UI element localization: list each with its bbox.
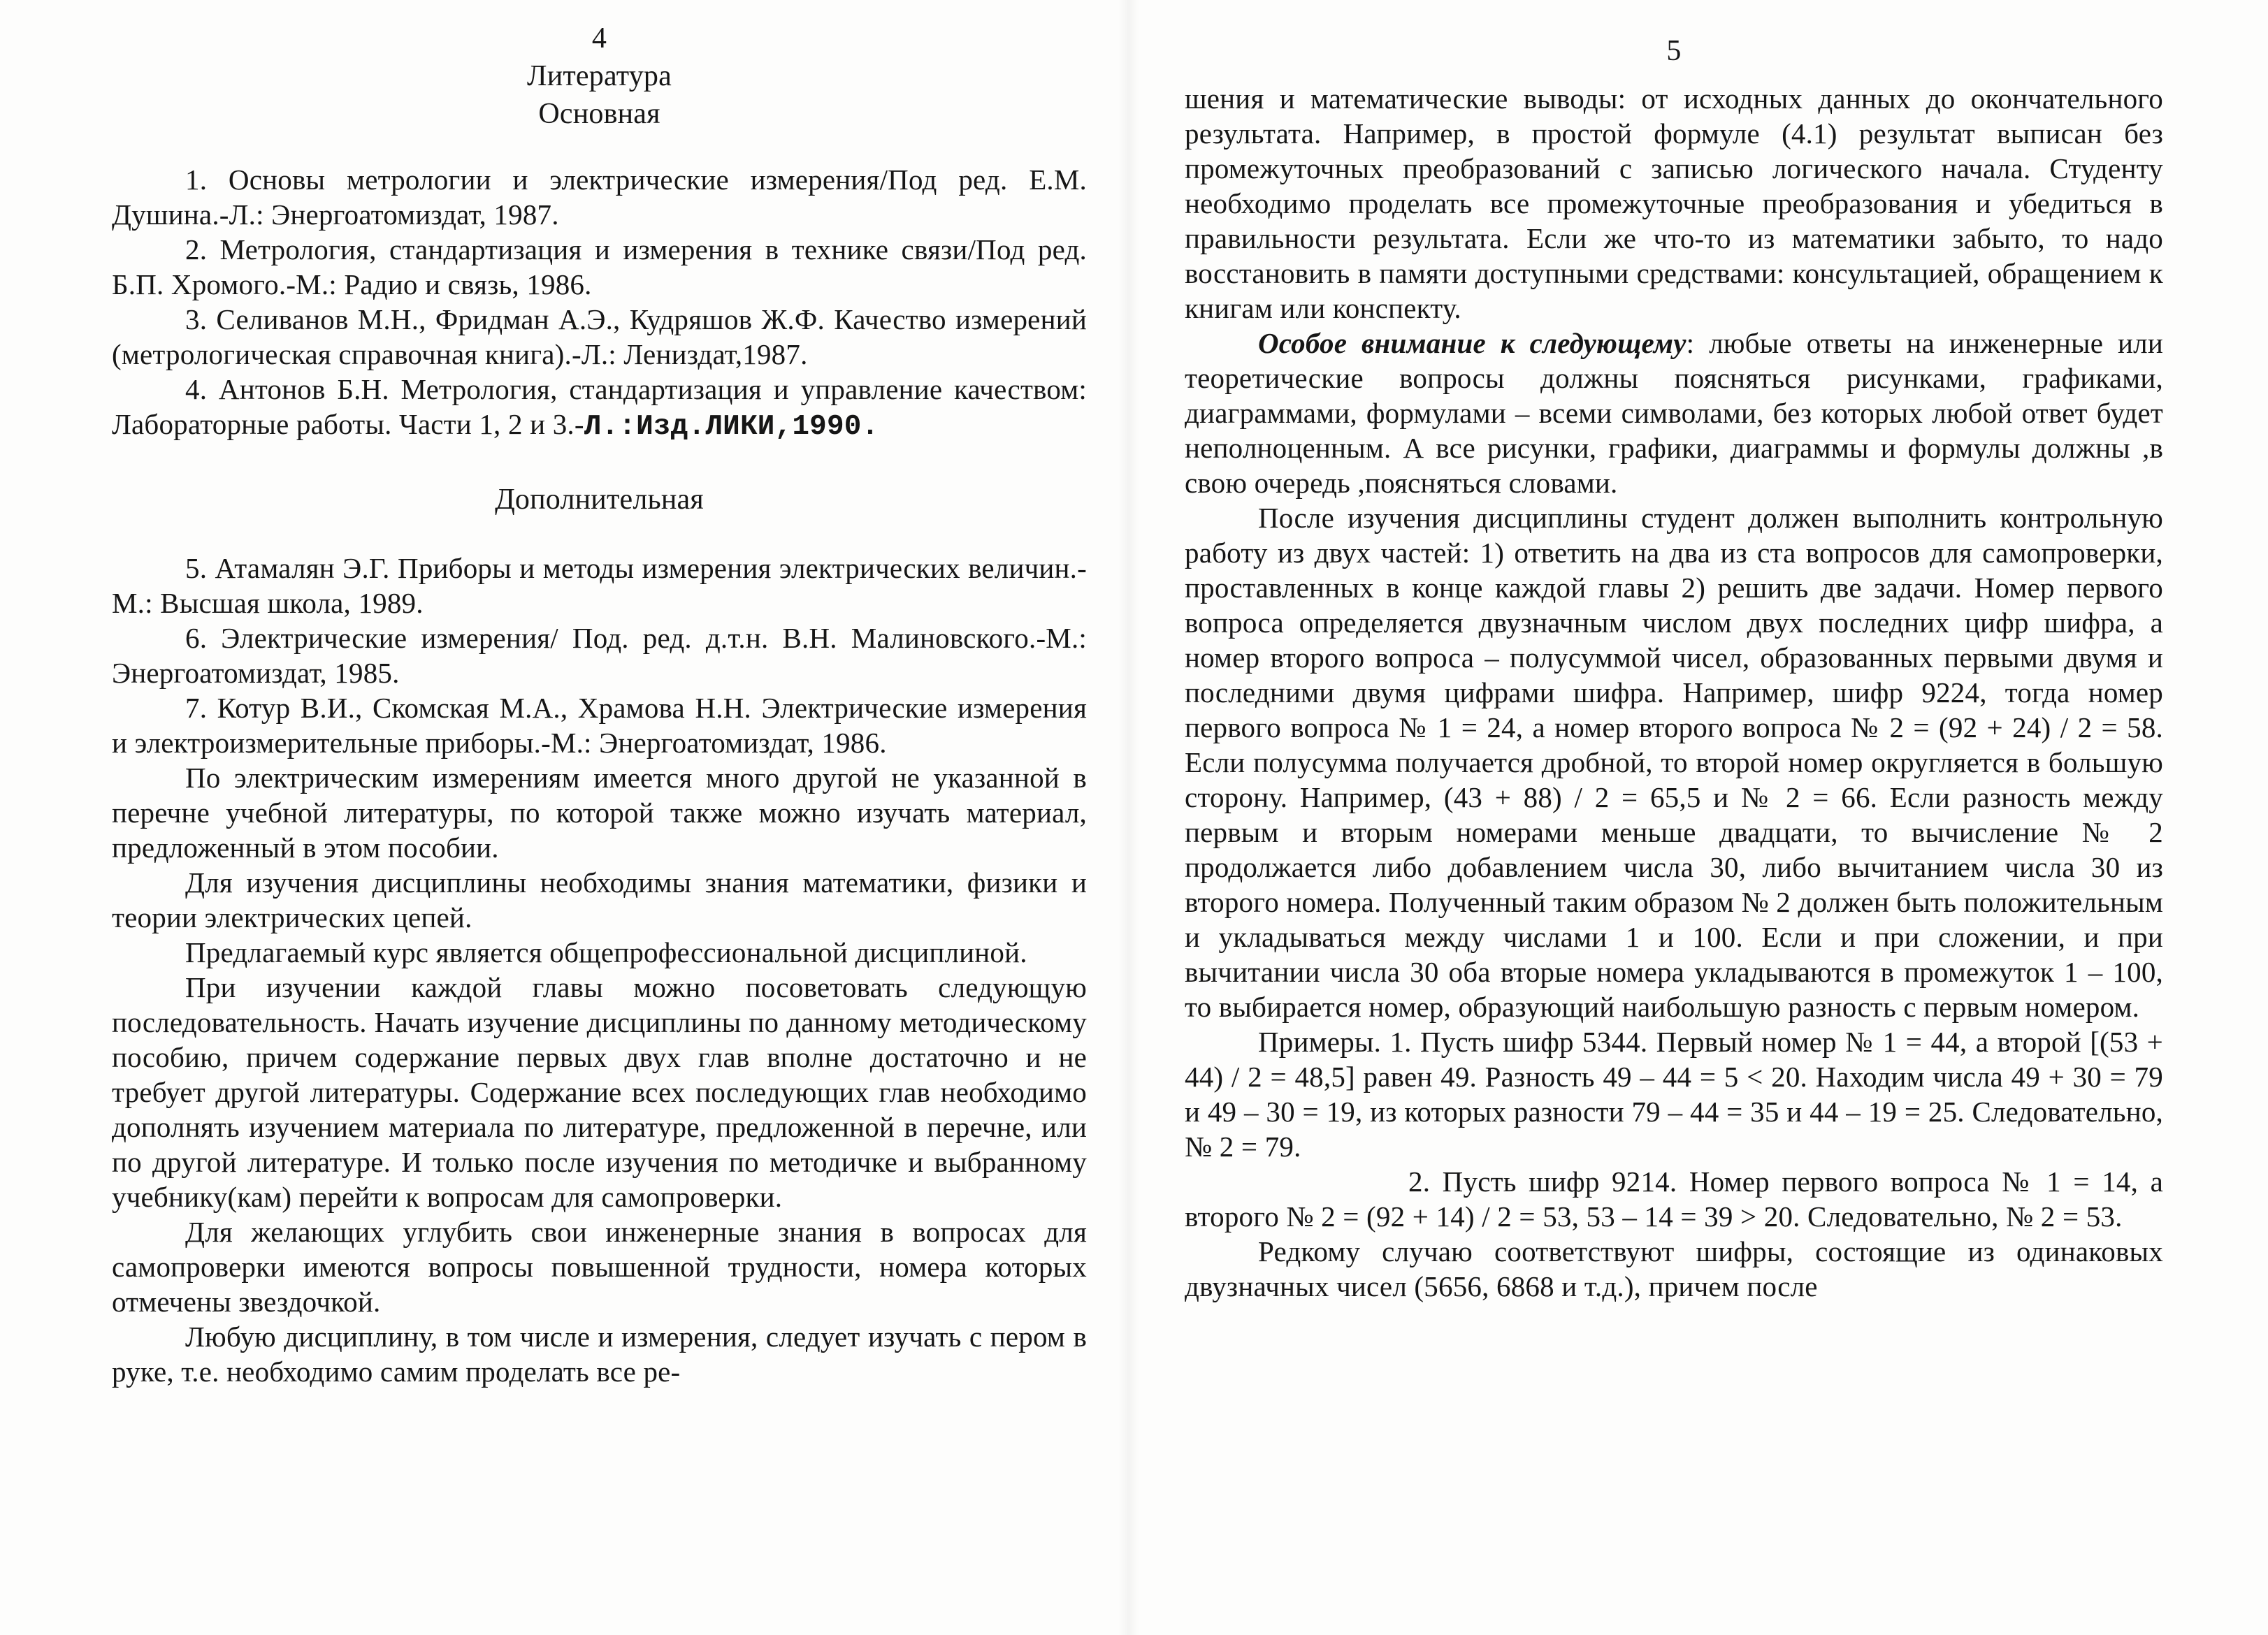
paragraph-example-2: 2. Пусть шифр 9214. Номер первого вопроса № 1 = 14, а второго № 2 = (92 + 14) / 2 = 53, 53 – 14 = 39 > 20. Следовательно, № 2 = 53.: [1185, 1165, 2163, 1233]
paragraph-course-type: Предлагаемый курс является общепрофессиональной дисциплиной.: [185, 936, 1027, 968]
special-attention-lead: Особое внимание к следующему: [1258, 327, 1686, 359]
reference-2: 2. Метрология, стандартизация и измерения в технике связи/Под ред. Б.П. Хромого.-М.: Радио и связь, 1986.: [112, 233, 1087, 300]
page-number-left: 4: [591, 22, 607, 54]
extra-literature-subtitle: Дополнительная: [495, 484, 704, 516]
paragraph-special-attention: [1185, 326, 2163, 500]
extra-references: [112, 551, 1087, 1389]
paragraph-prerequisites: Для изучения дисциплины необходимы знания математики, физики и теории электрических цепей.: [112, 866, 1087, 933]
extra-literature-header: [112, 481, 1087, 518]
paragraph-control-work-rules: После изучения дисциплины студент должен выполнить контрольную работу из двух частей: 1) ответить на два из ста вопросов для самопроверки, проставленных в конце каждой главы 2) решить две задачи. Номер первого вопроса определяется двузначным числом двух последних цифр шифра, а номер второго вопроса – полусуммой чисел, образованных первыми двумя и последними двумя цифрами шифра. Например, шифр 9224, тогда номер первого вопроса № 1 = 24, а номер второго вопроса № 2 = (92 + 24) / 2 = 58. Если полусумма получается дробной, то второй номер округляется в большую сторону. Например, (43 + 88) / 2 = 65,5 и № 2 = 66. Если разность между первым и вторым номерами меньше двадцати, то вычисление № 2 продолжается либо добавлением числа 30, либо вычитанием числа 30 из второго номера. Полученный таким образом № 2 должен быть положительным и укладываться между числами 1 и 100. Если и при сложении, и при вычитании числа 30 оба вторые номера укладываются в промежуток 1 – 100, то выбирается номер, образующий наибольшую разность с первым номером.: [1185, 502, 2163, 1023]
paragraph-advanced-questions: Для желающих углубить свои инженерные знания в вопросах для самопроверки имеются вопросы повышенной трудности, номера которых отмечены звездочкой.: [112, 1216, 1087, 1318]
left-page: [112, 0, 1087, 1635]
paragraph-rare-case: Редкому случаю соответствуют шифры, состоящие из одинаковых двузначных чисел (5656, 6868 и т.д.), причем после: [1185, 1235, 2163, 1302]
reference-3: 3. Селиванов М.Н., Фридман А.Э., Кудряшов Ж.Ф. Качество измерений (метрологическая справочная книга).-Л.: Лениздат,1987.: [112, 303, 1087, 370]
paragraph-other-literature: По электрическим измерениям имеется много другой не указанной в перечне учебной литературы, по которой также можно изучать материал, предложенный в этом пособии.: [112, 762, 1087, 864]
paragraph-continuation: шения и математические выводы: от исходных данных до окончательного результата. Например, в простой формуле (4.1) результат выписан без промежуточных преобразований с записью логического начала. Студенту необходимо проделать все промежуточные преобразования и убедиться в правильности результата. Если же что-то из математики забыто, то надо восстановить в памяти доступными средствами: консультацией, обращением к книгам или конспекту.: [1185, 82, 2163, 324]
special-attention-text: : любые ответы на инженерные или теоретические вопросы должны поясняться рисунками, графиками, диаграммами, формулами – всеми символами, без которых любой ответ будет неполноценным. А все рисунки, графики, диаграммы и формулы должны ,в свою очередь ,поясняться словами.: [1185, 327, 2163, 499]
literature-title: Литература: [527, 60, 672, 92]
page-number-right: 5: [1666, 35, 1682, 67]
paragraph-example-1: Примеры. 1. Пусть шифр 5344. Первый номер № 1 = 44, а второй [(53 + 44) / 2 = 48,5] равен 49. Разность 49 – 44 = 5 < 20. Находим числа 49 + 30 = 79 и 49 – 30 = 19, из которых разности 79 – 44 = 35 и 44 – 19 = 25. Следовательно, № 2 = 79.: [1185, 1026, 2163, 1163]
literature-header: [112, 57, 1087, 133]
reference-1: 1. Основы метрологии и электрические измерения/Под ред. Е.М. Душина.-Л.: Энергоатомиздат, 1987.: [112, 164, 1087, 231]
book-gutter: [1118, 0, 1139, 1635]
main-references: [112, 162, 1087, 444]
reference-4: [112, 372, 1087, 444]
reference-4-stamp: Л.:Изд.ЛИКИ,1990.: [584, 411, 879, 443]
right-page-text: [1185, 81, 2163, 1304]
right-page: [1185, 0, 2163, 1635]
main-literature-subtitle: Основная: [538, 98, 660, 130]
reference-6: 6. Электрические измерения/ Под. ред. д.т.н. В.Н. Малиновского.-М.: Энергоатомиздат, 1985.: [112, 622, 1087, 689]
paragraph-study-sequence: При изучении каждой главы можно посоветовать следующую последовательность. Начать изучение дисциплины по данному методическому пособию, причем содержание первых двух глав вполне достаточно и не требует другой литературы. Содержание всех последующих глав необходимо дополнять изучением материала по литературе, предложенной в перечне, или по другой литературе. И только после изучения по методичке и выбранному учебнику(кам) перейти к вопросам для самопроверки.: [112, 971, 1087, 1213]
reference-4-text: 4. Антонов Б.Н. Метрология, стандартизация и управление качеством: Лабораторные работы. Части 1, 2 и 3.-: [112, 373, 1087, 440]
paragraph-study-with-pen: Любую дисциплину, в том числе и измерения, следует изучать с пером в руке, т.е. необходимо самим проделать все ре-: [112, 1321, 1087, 1388]
reference-5: 5. Атамалян Э.Г. Приборы и методы измерения электрических величин.-М.: Высшая школа, 1989.: [112, 552, 1087, 619]
reference-7: 7. Котур В.И., Скомская М.А., Храмова Н.Н. Электрические измерения и электроизмерительные приборы.-М.: Энергоатомиздат, 1986.: [112, 692, 1087, 759]
